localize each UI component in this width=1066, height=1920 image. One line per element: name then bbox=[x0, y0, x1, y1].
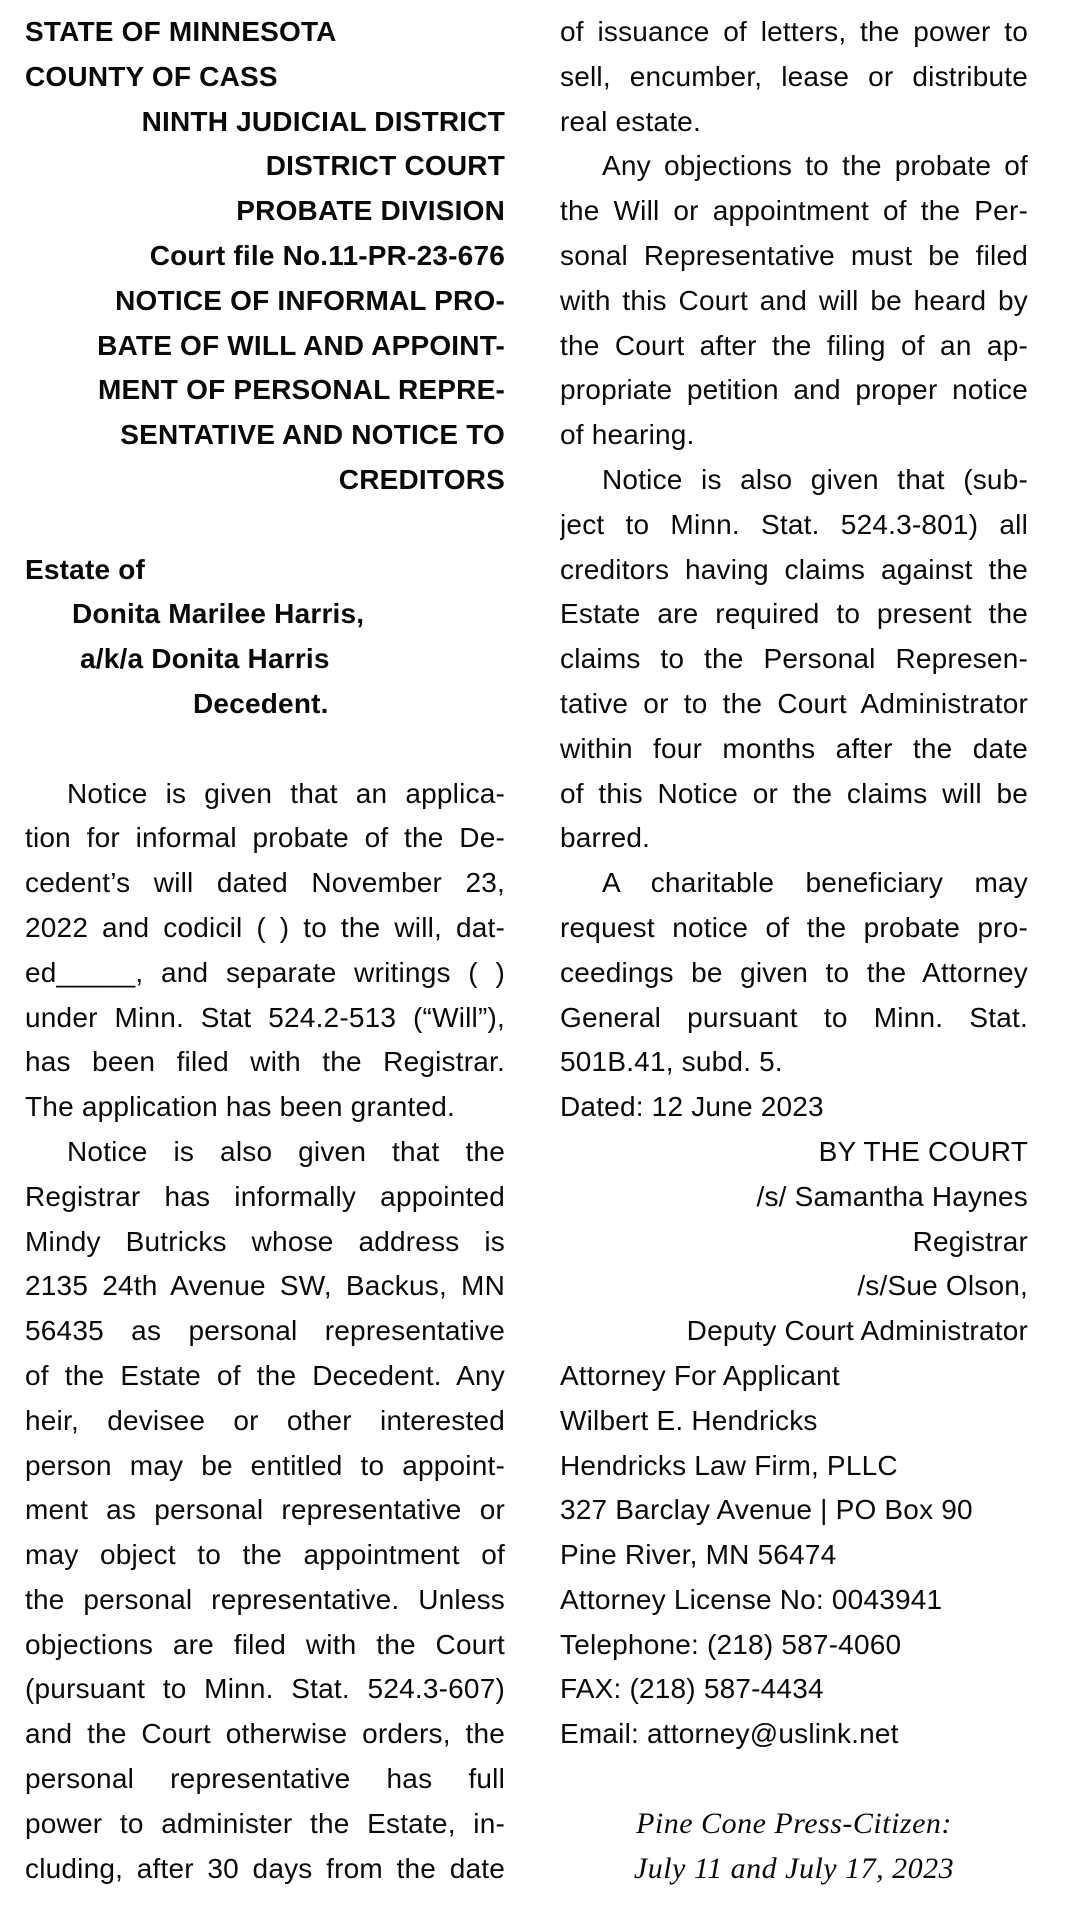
body-line: of this Notice or the claims will be bbox=[560, 777, 1028, 809]
attorney-info-line: Attorney License No: 0043941 bbox=[560, 1583, 943, 1615]
blank-line bbox=[25, 503, 505, 548]
body-line: the personal representative. Unless bbox=[25, 1583, 505, 1615]
body-line: may object to the appointment of bbox=[25, 1539, 505, 1571]
body-line: sonal Representative must be filed bbox=[560, 239, 1028, 271]
attorney-info-line: Attorney For Applicant bbox=[560, 1359, 840, 1391]
body-line: Notice is given that an applica- bbox=[67, 777, 505, 809]
body-line: real estate. bbox=[560, 105, 701, 137]
body-line: ceedings be given to the Attorney bbox=[560, 956, 1028, 988]
body-line: A charitable beneficiary may bbox=[602, 867, 1028, 899]
body-line: personal representative has full bbox=[25, 1763, 505, 1795]
body-line: Registrar has informally appointed bbox=[25, 1180, 505, 1212]
publication-line: July 11 and July 17, 2023 bbox=[633, 1851, 955, 1885]
body-line: sell, encumber, lease or distribute bbox=[560, 60, 1028, 92]
body-line: (pursuant to Minn. Stat. 524.3-607) bbox=[25, 1673, 505, 1705]
body-line: tion for informal probate of the De- bbox=[25, 822, 505, 854]
signature-line: Registrar bbox=[912, 1225, 1028, 1257]
court-caption-line: PROBATE DIVISION bbox=[236, 195, 505, 227]
body-line: claims to the Personal Represen- bbox=[560, 643, 1028, 675]
attorney-info-line: Email: attorney@uslink.net bbox=[560, 1718, 899, 1750]
body-line: power to administer the Estate, in- bbox=[25, 1807, 505, 1839]
notice-title-line: SENTATIVE AND NOTICE TO bbox=[120, 419, 505, 451]
signature-line: BY THE COURT bbox=[818, 1135, 1028, 1167]
attorney-info-line: 327 Barclay Avenue | PO Box 90 bbox=[560, 1494, 973, 1526]
body-line: of issuance of letters, the power to bbox=[560, 16, 1028, 47]
estate-caption-line: Decedent. bbox=[193, 687, 329, 719]
signature-line: /s/ Samantha Haynes bbox=[756, 1180, 1028, 1212]
body-line: has been filed with the Registrar. bbox=[25, 1046, 505, 1078]
attorney-info-line: Wilbert E. Hendricks bbox=[560, 1404, 818, 1436]
body-line: the Will or appointment of the Per- bbox=[560, 195, 1028, 227]
body-line: of hearing. bbox=[560, 419, 695, 451]
attorney-info-line: Hendricks Law Firm, PLLC bbox=[560, 1449, 898, 1481]
attorney-info-line: Pine River, MN 56474 bbox=[560, 1539, 837, 1571]
court-caption-line: NINTH JUDICIAL DISTRICT bbox=[141, 105, 505, 137]
estate-caption-line: Donita Marilee Harris, bbox=[72, 598, 365, 630]
body-line: General pursuant to Minn. Stat. bbox=[560, 1001, 1028, 1033]
notice-title-line: BATE OF WILL AND APPOINT- bbox=[97, 329, 505, 361]
court-caption-line: COUNTY OF CASS bbox=[25, 60, 278, 92]
body-line: Mindy Butricks whose address is bbox=[25, 1225, 505, 1257]
body-line: ment as personal representative or bbox=[25, 1494, 505, 1526]
body-line: request notice of the probate pro- bbox=[560, 911, 1028, 943]
body-line: The application has been granted. bbox=[25, 1091, 456, 1123]
body-line: with this Court and will be heard by bbox=[560, 284, 1028, 316]
body-line: 2135 24th Avenue SW, Backus, MN bbox=[25, 1270, 505, 1302]
body-line: 501B.41, subd. 5. bbox=[560, 1046, 783, 1078]
body-line: cluding, after 30 days from the date bbox=[25, 1852, 505, 1884]
signature-line: /s/Sue Olson, bbox=[857, 1270, 1028, 1302]
body-line: 2022 and codicil ( ) to the will, dat- bbox=[25, 911, 505, 943]
body-line: person may be entitled to appoint- bbox=[25, 1449, 505, 1481]
body-line: Any objections to the probate of bbox=[602, 150, 1028, 182]
body-line: objections are filed with the Court bbox=[25, 1628, 505, 1660]
notice-title-line: MENT OF PERSONAL REPRE- bbox=[97, 374, 505, 406]
body-line: ed_____, and separate writings ( ) bbox=[25, 956, 505, 988]
notice-column-left bbox=[25, 0, 505, 1891]
blank-line bbox=[25, 727, 505, 772]
court-caption-line: STATE OF MINNESOTA bbox=[25, 16, 337, 47]
body-line: propriate petition and proper notice bbox=[560, 374, 1028, 406]
estate-caption-line: a/k/a Donita Harris bbox=[80, 643, 330, 675]
notice-title-line: CREDITORS bbox=[338, 463, 505, 495]
body-line: Notice is also given that (sub- bbox=[602, 463, 1028, 495]
body-line: cedent’s will dated November 23, bbox=[25, 867, 505, 899]
court-file-number-line: Court file No.11-PR-23-676 bbox=[149, 239, 505, 271]
publication-line: Pine Cone Press-Citizen: bbox=[636, 1806, 952, 1840]
notice-column-right bbox=[560, 0, 1028, 1891]
blank-line bbox=[560, 1757, 1028, 1802]
body-line: creditors having claims against the bbox=[560, 553, 1028, 585]
notice-title-line: NOTICE OF INFORMAL PRO- bbox=[115, 284, 505, 316]
attorney-info-line: Telephone: (218) 587-4060 bbox=[560, 1628, 902, 1660]
body-line: under Minn. Stat 524.2-513 (“Will”), bbox=[25, 1001, 505, 1033]
body-line: and the Court otherwise orders, the bbox=[25, 1718, 505, 1750]
dated-line: Dated: 12 June 2023 bbox=[560, 1091, 824, 1123]
estate-caption-line: Estate of bbox=[25, 553, 146, 585]
body-line: 56435 as personal representative bbox=[25, 1315, 505, 1347]
signature-line: Deputy Court Administrator bbox=[686, 1315, 1028, 1347]
body-line: Notice is also given that the bbox=[67, 1135, 505, 1167]
body-line: of the Estate of the Decedent. Any bbox=[25, 1359, 505, 1391]
body-line: Estate are required to present the bbox=[560, 598, 1028, 630]
body-line: the Court after the filing of an ap- bbox=[560, 329, 1028, 361]
body-line: tative or to the Court Administrator bbox=[560, 687, 1028, 719]
attorney-info-line: FAX: (218) 587-4434 bbox=[560, 1673, 824, 1705]
court-caption-line: DISTRICT COURT bbox=[265, 150, 505, 182]
body-line: ject to Minn. Stat. 524.3-801) all bbox=[560, 508, 1028, 540]
body-line: within four months after the date bbox=[560, 732, 1028, 764]
body-line: barred. bbox=[560, 822, 651, 854]
body-line: heir, devisee or other interested bbox=[25, 1404, 505, 1436]
